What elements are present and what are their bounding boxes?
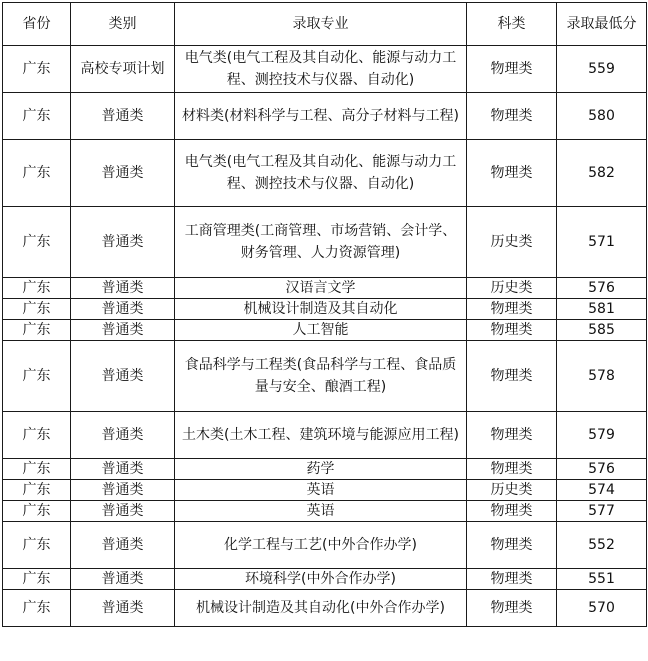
score-cell: 551 [557,569,647,590]
province-cell: 广东 [3,480,71,501]
subject-cell: 物理类 [467,522,557,569]
category-cell: 普通类 [71,341,175,412]
major-cell: 电气类(电气工程及其自动化、能源与动力工程、测控技术与仪器、自动化) [175,140,467,207]
category-cell: 普通类 [71,522,175,569]
major-cell: 食品科学与工程类(食品科学与工程、食品质量与安全、酿酒工程) [175,341,467,412]
subject-cell: 历史类 [467,278,557,299]
category-cell: 普通类 [71,207,175,278]
major-cell: 机械设计制造及其自动化(中外合作办学) [175,590,467,627]
major-cell: 电气类(电气工程及其自动化、能源与动力工程、测控技术与仪器、自动化) [175,46,467,93]
subject-cell: 物理类 [467,501,557,522]
province-cell: 广东 [3,590,71,627]
score-cell: 576 [557,278,647,299]
major-cell: 土木类(土木工程、建筑环境与能源应用工程) [175,412,467,459]
province-cell: 广东 [3,207,71,278]
category-cell: 普通类 [71,480,175,501]
major-cell: 英语 [175,480,467,501]
category-cell: 高校专项计划 [71,46,175,93]
category-cell: 普通类 [71,299,175,320]
province-cell: 广东 [3,412,71,459]
province-cell: 广东 [3,299,71,320]
score-cell: 574 [557,480,647,501]
header-major: 录取专业 [175,3,467,46]
score-cell: 580 [557,93,647,140]
category-cell: 普通类 [71,590,175,627]
province-cell: 广东 [3,320,71,341]
major-cell: 材料类(材料科学与工程、高分子材料与工程) [175,93,467,140]
table-row [3,299,647,320]
major-cell: 汉语言文学 [175,278,467,299]
province-cell: 广东 [3,140,71,207]
header-province: 省份 [3,3,71,46]
category-cell: 普通类 [71,459,175,480]
major-cell: 工商管理类(工商管理、市场营销、会计学、财务管理、人力资源管理) [175,207,467,278]
header-subject: 科类 [467,3,557,46]
table-row [3,278,647,299]
table-row [3,590,647,627]
table-row [3,480,647,501]
score-cell: 581 [557,299,647,320]
table-row [3,459,647,480]
province-cell: 广东 [3,278,71,299]
subject-cell: 历史类 [467,207,557,278]
table-row [3,320,647,341]
table-row [3,341,647,412]
subject-cell: 物理类 [467,320,557,341]
score-cell: 570 [557,590,647,627]
major-cell: 化学工程与工艺(中外合作办学) [175,522,467,569]
score-cell: 552 [557,522,647,569]
major-cell: 机械设计制造及其自动化 [175,299,467,320]
province-cell: 广东 [3,341,71,412]
major-cell: 英语 [175,501,467,522]
category-cell: 普通类 [71,93,175,140]
subject-cell: 物理类 [467,569,557,590]
major-cell: 药学 [175,459,467,480]
score-cell: 585 [557,320,647,341]
header-category: 类别 [71,3,175,46]
table-row [3,412,647,459]
table-row [3,207,647,278]
province-cell: 广东 [3,46,71,93]
score-cell: 577 [557,501,647,522]
category-cell: 普通类 [71,412,175,459]
province-cell: 广东 [3,501,71,522]
admission-score-table [2,2,647,627]
score-cell: 571 [557,207,647,278]
table-header-row [3,3,647,46]
table-row [3,569,647,590]
table-row [3,140,647,207]
subject-cell: 物理类 [467,93,557,140]
subject-cell: 物理类 [467,590,557,627]
score-cell: 576 [557,459,647,480]
score-cell: 578 [557,341,647,412]
table-row [3,93,647,140]
major-cell: 环境科学(中外合作办学) [175,569,467,590]
score-cell: 582 [557,140,647,207]
subject-cell: 物理类 [467,412,557,459]
score-cell: 559 [557,46,647,93]
subject-cell: 物理类 [467,341,557,412]
category-cell: 普通类 [71,569,175,590]
header-min-score: 录取最低分 [557,3,647,46]
province-cell: 广东 [3,93,71,140]
table-row [3,46,647,93]
subject-cell: 物理类 [467,299,557,320]
subject-cell: 物理类 [467,140,557,207]
province-cell: 广东 [3,459,71,480]
subject-cell: 历史类 [467,480,557,501]
major-cell: 人工智能 [175,320,467,341]
subject-cell: 物理类 [467,459,557,480]
score-cell: 579 [557,412,647,459]
category-cell: 普通类 [71,501,175,522]
province-cell: 广东 [3,522,71,569]
category-cell: 普通类 [71,320,175,341]
table-row [3,522,647,569]
category-cell: 普通类 [71,278,175,299]
province-cell: 广东 [3,569,71,590]
category-cell: 普通类 [71,140,175,207]
subject-cell: 物理类 [467,46,557,93]
table-row [3,501,647,522]
